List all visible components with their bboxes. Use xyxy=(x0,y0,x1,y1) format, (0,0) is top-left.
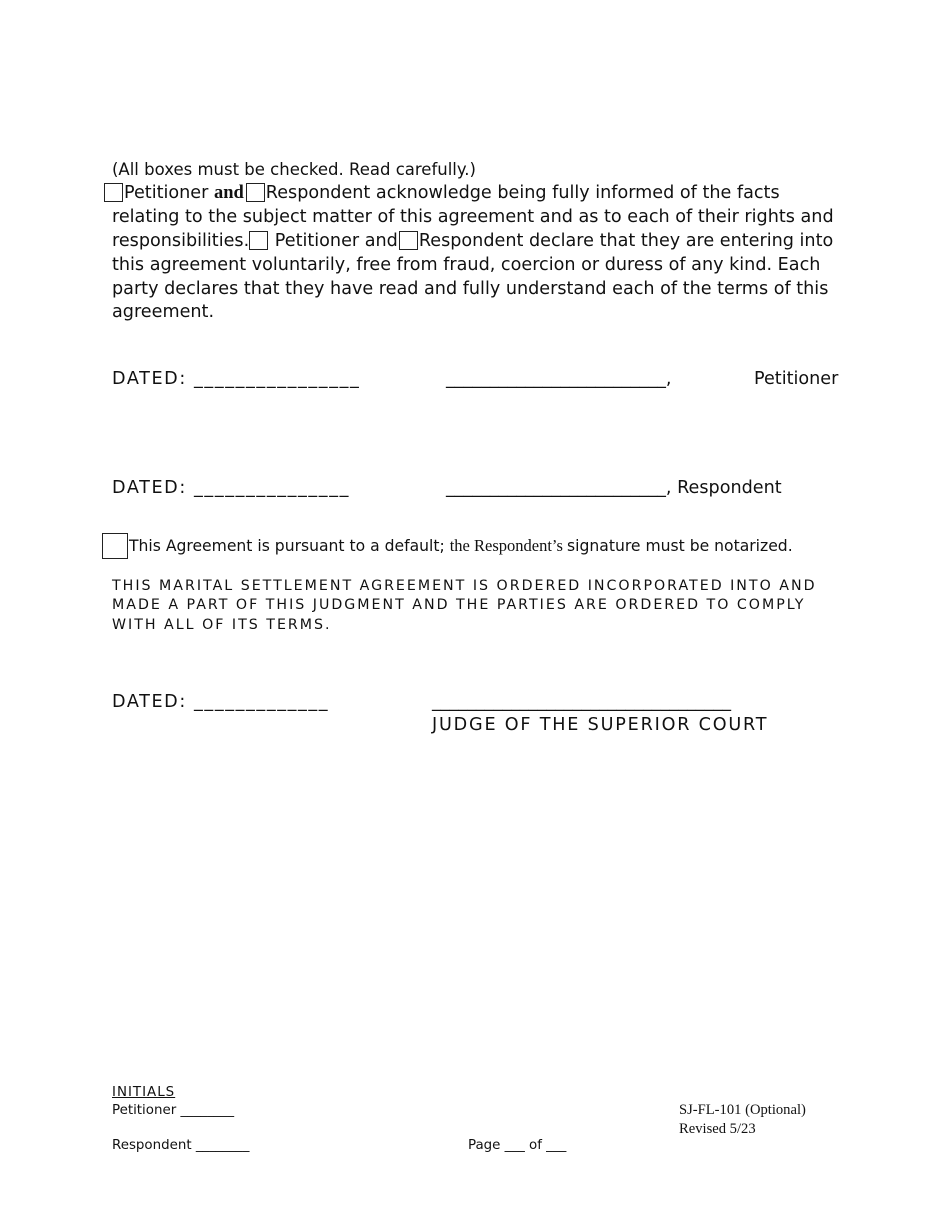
respondent-voluntary-checkbox[interactable] xyxy=(399,231,418,250)
judge-signature-line[interactable]: __________________________________ xyxy=(432,692,732,712)
page-number: Page ___ of ___ xyxy=(468,1138,567,1153)
petitioner-dated-field[interactable]: DATED: ________________ xyxy=(112,369,361,389)
ack-line-3-start: responsibilities. xyxy=(112,231,250,251)
petitioner-voluntary-checkbox[interactable] xyxy=(249,231,268,250)
instructions-text: (All boxes must be checked. Read carefully.) xyxy=(112,160,476,179)
ack-line-2: relating to the subject matter of this agreement and as to each of their rights and xyxy=(112,207,834,227)
initials-heading: INITIALS xyxy=(112,1085,176,1100)
ack-line-3-rest: Respondent declare that they are entering into xyxy=(418,231,834,251)
respondent-dated-field[interactable]: DATED: _______________ xyxy=(112,478,350,498)
petitioner-role-label: Petitioner xyxy=(754,369,839,389)
order-line-1: THIS MARITAL SETTLEMENT AGREEMENT IS ORDERED INCORPORATED INTO AND xyxy=(112,578,817,594)
ack-line-5: party declares that they have read and fully understand each of the terms of this xyxy=(112,279,829,299)
ack-petitioner-label: Petitioner xyxy=(124,183,214,203)
order-line-2: MADE A PART OF THIS JUDGMENT AND THE PARTIES ARE ORDERED TO COMPLY xyxy=(112,597,806,613)
ack-and-label: and xyxy=(213,183,244,203)
petitioner-signature-line[interactable]: _________________________, xyxy=(446,369,672,389)
default-text-c: signature must be notarized. xyxy=(567,537,793,555)
respondent-ack-checkbox[interactable] xyxy=(246,183,265,202)
judge-title: JUDGE OF THE SUPERIOR COURT xyxy=(432,715,769,735)
default-line xyxy=(102,533,793,559)
default-checkbox[interactable] xyxy=(102,533,128,559)
ack-line-6: agreement. xyxy=(112,302,215,322)
ack-line-4: this agreement voluntarily, free from fraud, coercion or duress of any kind. Each xyxy=(112,255,821,275)
judge-dated-field[interactable]: DATED: _____________ xyxy=(112,692,330,712)
respondent-signature-line[interactable]: _________________________, Respondent xyxy=(446,478,782,498)
ack-line-1 xyxy=(104,183,780,204)
order-line-3: WITH ALL OF ITS TERMS. xyxy=(112,617,332,633)
ack-line-1-text: Respondent acknowledge being fully informed of the facts xyxy=(265,183,780,203)
form-id: SJ-FL-101 (Optional) xyxy=(679,1102,806,1118)
default-text-b: the Respondent’s xyxy=(449,536,568,555)
petitioner-ack-checkbox[interactable] xyxy=(104,183,123,202)
ack-line-3-petitioner: Petitioner and xyxy=(269,231,398,251)
respondent-initials-field[interactable]: Respondent ________ xyxy=(112,1138,250,1153)
ack-line-3 xyxy=(112,231,833,251)
default-text-a: This Agreement is pursuant to a default; xyxy=(129,537,450,555)
revision-date: Revised 5/23 xyxy=(679,1121,756,1137)
petitioner-initials-field[interactable]: Petitioner ________ xyxy=(112,1103,235,1118)
